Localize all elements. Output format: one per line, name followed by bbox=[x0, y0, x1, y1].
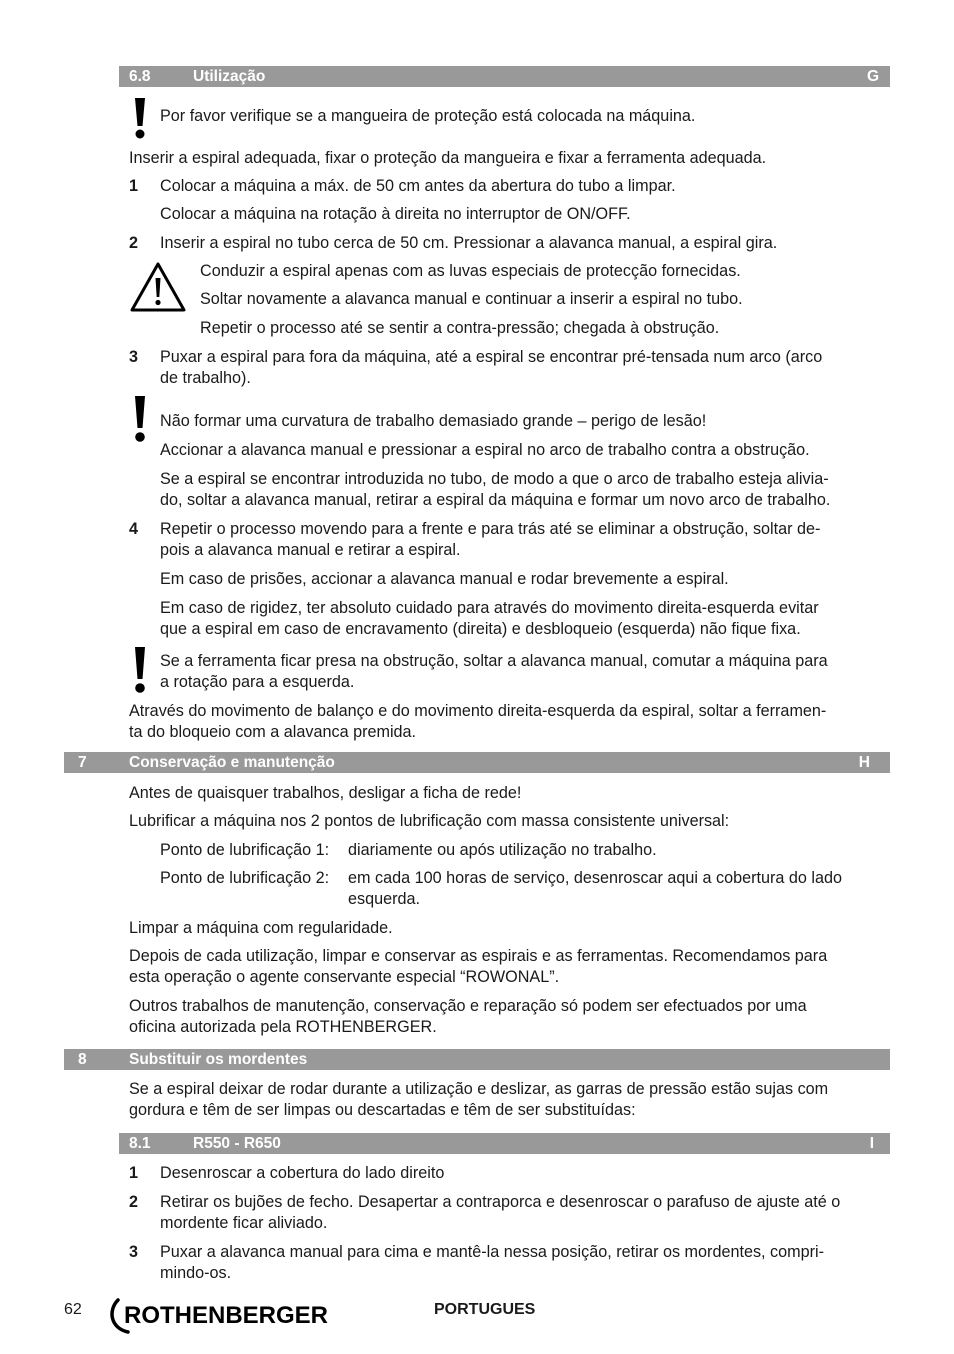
jaws-intro-cont: gordura e têm de ser limpas ou descartadas e têm de ser substituídas: bbox=[129, 1101, 636, 1119]
exclamation-icon bbox=[132, 96, 148, 140]
note-protection-hose: Por favor verifique se a mangueira de proteção está colocada na máquina. bbox=[160, 107, 696, 125]
r550-step-3: Puxar a alavanca manual para cima e mantê-la nessa posição, retirar os mordentes, compri- bbox=[160, 1243, 824, 1261]
section-header-8-1 bbox=[119, 1133, 890, 1154]
maint-lubricate: Lubrificar a máquina nos 2 pontos de lubrificação com massa consistente universal: bbox=[129, 812, 730, 830]
section-header-7 bbox=[64, 752, 890, 773]
r550-step-1: Desenroscar a cobertura do lado direito bbox=[160, 1164, 445, 1182]
exclamation-icon bbox=[132, 645, 148, 695]
maint-after-use: Depois de cada utilização, limpar e conservar as espirais e as ferramentas. Recomendamos para bbox=[129, 947, 828, 965]
maint-unplug: Antes de quaisquer trabalhos, desligar a ficha de rede! bbox=[129, 784, 522, 802]
use-intro: Inserir a espiral adequada, fixar o proteção da mangueira e fixar a ferramenta adequada. bbox=[129, 149, 767, 167]
section-title: Substituir os mordentes bbox=[129, 1051, 308, 1068]
figure-letter: G bbox=[866, 68, 879, 85]
maint-after-use-cont: esta operação o agente conservante especial “ROWONAL”. bbox=[129, 968, 560, 986]
r550-step-2: Retirar os bujões de fecho. Desapertar a contraporca e desenroscar o parafuso de ajuste até o bbox=[160, 1193, 841, 1211]
maint-clean: Limpar a máquina com regularidade. bbox=[129, 919, 393, 937]
step-number: 3 bbox=[129, 348, 139, 366]
lub-point-1-label: Ponto de lubrificação 1: bbox=[160, 841, 330, 859]
use-final: Através do movimento de balanço e do movimento direita-esquerda da espiral, soltar a ferramen- bbox=[129, 702, 827, 720]
section-number: 7 bbox=[78, 754, 87, 771]
section-number: 6.8 bbox=[129, 68, 151, 85]
step-3-lever: Accionar a alavanca manual e pressionar a espiral no arco de trabalho contra a obstrução. bbox=[160, 441, 810, 459]
step-4-rigidity: Em caso de rigidez, ter absoluto cuidado para através do movimento direita-esquerda evitar bbox=[160, 599, 819, 617]
note-tool-stuck: Se a ferramenta ficar presa na obstrução, soltar a alavanca manual, comutar a máquina para bbox=[160, 652, 828, 670]
section-header-8 bbox=[64, 1049, 890, 1070]
lub-point-1-value: diariamente ou após utilização no trabalho. bbox=[348, 841, 657, 859]
step-4-text-cont: pois a alavanca manual e retirar a espiral. bbox=[160, 541, 461, 559]
figure-letter: I bbox=[869, 1135, 874, 1152]
exclamation-icon bbox=[132, 394, 148, 444]
step-4-rigidity-cont: que a espiral em caso de encravamento (direita) e desbloqueio (esquerda) não fique fixa. bbox=[160, 620, 801, 638]
step-3-relieve: Se a espiral se encontrar introduzida no tubo, de modo a que o arco de trabalho esteja alivia- bbox=[160, 470, 829, 488]
step-number: 2 bbox=[129, 234, 139, 252]
step-1-text: Colocar a máquina a máx. de 50 cm antes da abertura do tubo a limpar. bbox=[160, 177, 676, 195]
note-tool-stuck-cont: a rotação para a esquerda. bbox=[160, 673, 355, 691]
lub-point-2-value: em cada 100 horas de serviço, desenroscar aqui a cobertura do lado bbox=[348, 869, 843, 887]
step-number: 1 bbox=[129, 177, 139, 195]
maint-authorized-cont: oficina autorizada pela ROTHENBERGER. bbox=[129, 1018, 437, 1036]
page-number: 62 bbox=[64, 1301, 82, 1318]
section-title: Conservação e manutenção bbox=[129, 754, 335, 771]
warning-text-c: Repetir o processo até se sentir a contra-pressão; chegada à obstrução. bbox=[200, 319, 720, 337]
step-3-text: Puxar a espiral para fora da máquina, até a espiral se encontrar pré-tensada num arco (arco bbox=[160, 348, 823, 366]
step-4-jams: Em caso de prisões, accionar a alavanca manual e rodar brevemente a espiral. bbox=[160, 570, 729, 588]
lub-point-2-value-cont: esquerda. bbox=[348, 890, 420, 908]
section-number: 8 bbox=[78, 1051, 87, 1068]
section-number: 8.1 bbox=[129, 1135, 151, 1152]
figure-letter: H bbox=[858, 754, 870, 771]
warning-text-a: Conduzir a espiral apenas com as luvas especiais de protecção fornecidas. bbox=[200, 262, 741, 280]
jaws-intro: Se a espiral deixar de rodar durante a utilização e deslizar, as garras de pressão estão sujas com bbox=[129, 1080, 829, 1098]
language-label: PORTUGUES bbox=[434, 1301, 536, 1318]
r550-step-2-cont: mordente ficar aliviado. bbox=[160, 1214, 328, 1232]
step-3-relieve-cont: do, soltar a alavanca manual, retirar a espiral da máquina e formar um novo arco de trabalho. bbox=[160, 491, 831, 509]
use-final-cont: ta do bloqueio com a alavanca premida. bbox=[129, 723, 417, 741]
step-number: 2 bbox=[129, 1193, 139, 1211]
step-1-text-b: Colocar a máquina na rotação à direita no interruptor de ON/OFF. bbox=[160, 205, 631, 223]
warning-triangle-icon bbox=[129, 261, 187, 313]
section-title: Utilização bbox=[193, 68, 266, 85]
step-number: 1 bbox=[129, 1164, 139, 1182]
svg-text:ROTHENBERGER: ROTHENBERGER bbox=[124, 1302, 329, 1329]
step-number: 3 bbox=[129, 1243, 139, 1261]
step-2-text: Inserir a espiral no tubo cerca de 50 cm. Pressionar a alavanca manual, a espiral gira. bbox=[160, 234, 778, 252]
section-header-6-8 bbox=[119, 66, 890, 87]
rothenberger-logo bbox=[104, 1296, 348, 1336]
section-title: R550 - R650 bbox=[193, 1135, 281, 1152]
step-3-text-cont: de trabalho). bbox=[160, 369, 251, 387]
lub-point-2-label: Ponto de lubrificação 2: bbox=[160, 869, 330, 887]
r550-step-3-cont: mindo-os. bbox=[160, 1264, 232, 1282]
step-4-text: Repetir o processo movendo para a frente e para trás até se eliminar a obstrução, soltar de- bbox=[160, 520, 821, 538]
note-curvature: Não formar uma curvatura de trabalho demasiado grande – perigo de lesão! bbox=[160, 412, 707, 430]
step-number: 4 bbox=[129, 520, 139, 538]
maint-authorized: Outros trabalhos de manutenção, conservação e reparação só podem ser efectuados por uma bbox=[129, 997, 807, 1015]
warning-text-b: Soltar novamente a alavanca manual e continuar a inserir a espiral no tubo. bbox=[200, 290, 743, 308]
